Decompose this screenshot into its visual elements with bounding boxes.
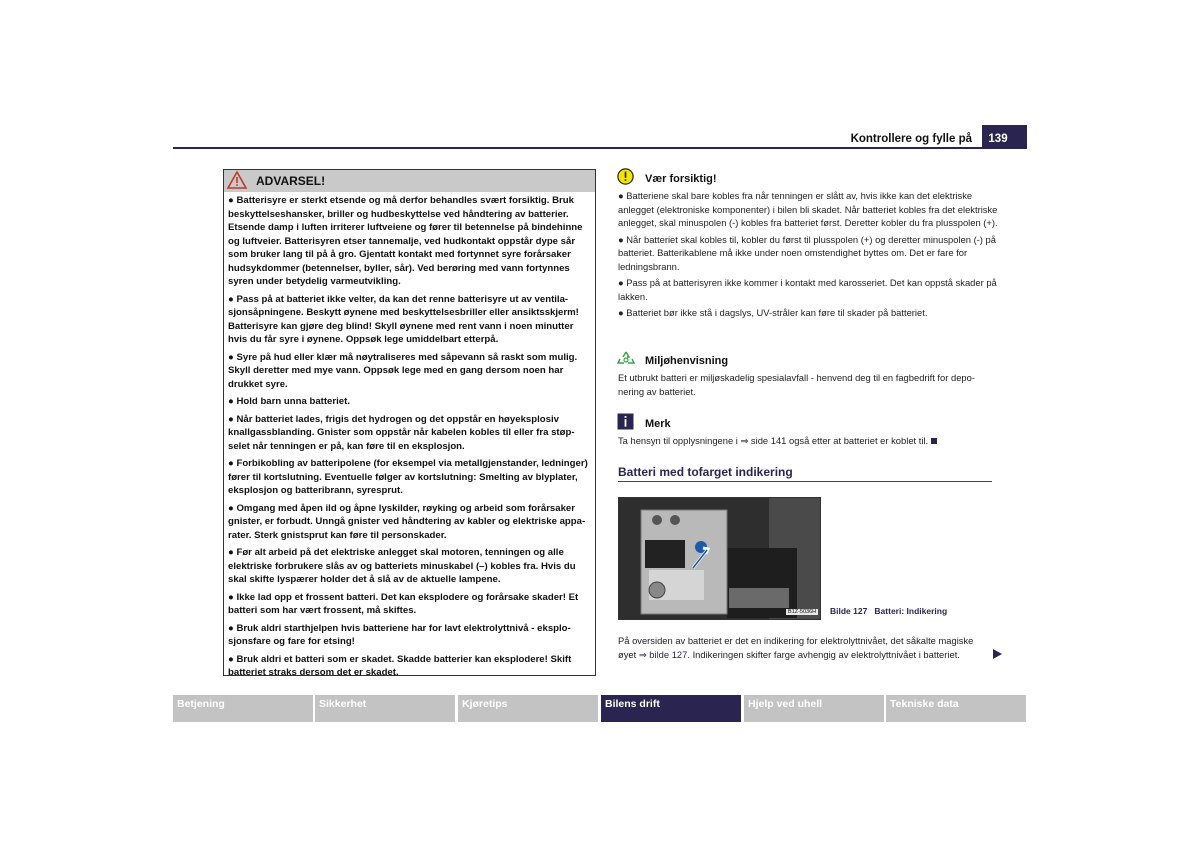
continue-arrow-icon xyxy=(993,649,1002,659)
warning-body xyxy=(228,194,593,684)
page-number: 139 xyxy=(988,133,1008,145)
environment-title: Miljøhenvisning xyxy=(645,355,729,367)
warning-item: ● Pass på at batteriet ikke velter, da kan det renne batterisyre ut av ventila-sjonsåpningene. Beskytt øynene med beskyttelsesbriller eller ansiktsskjerm! Batterisyre kan gjøre deg blind! Skyll øynene med rent vann i noen minutter hvis du får syre i øynene. Oppsøk lege umiddelbart etterpå. xyxy=(228,293,579,345)
environment-text: Et utbrukt batteri er miljøskadelig spesialavfall - henvend deg til en fagbedrift for depo-nering av batteriet. xyxy=(618,372,975,397)
warning-item: ● Ikke lad opp et frossent batteri. Det kan eksplodere og forårsake skader! Et batteri som har vært frossent, må skiftes. xyxy=(228,591,579,616)
warning-triangle-icon xyxy=(227,171,247,189)
tab-kjoretips[interactable]: Kjøretips xyxy=(458,695,598,722)
figure-number: Bilde 127 xyxy=(830,606,868,616)
warning-item: ● Bruk aldri starthjelpen hvis batteriene har for lavt elektrolyttnivå - eksplo-sjonsfare og fare for etsing! xyxy=(228,622,571,647)
bottom-text-end: . Indikeringen skifter farge avhengig av elektrolyttnivået i batteriet. xyxy=(687,648,960,660)
figure-code: B1Z-5036H xyxy=(788,609,817,615)
caution-item: ● Når batteriet skal kobles til, kobler du først til plusspolen (+) og deretter minuspolen (-) på batteriet. Batterikablene må ikke under noen omstendighet byttes om. Det er fare for ledningsbrann. xyxy=(618,233,996,272)
caution-item: ● Batteriet bør ikke stå i dagslys, UV-stråler kan føre til skader på batteriet. xyxy=(618,307,928,318)
caution-icon xyxy=(617,168,634,185)
caution-item: ● Pass på at batterisyren ikke kommer i kontakt med karosseriet. Det kan oppstå skader på lakken. xyxy=(618,277,997,302)
end-mark-icon xyxy=(931,438,937,444)
battery-illustration xyxy=(619,498,821,620)
info-icon xyxy=(617,413,634,430)
warning-item: ● Batterisyre er sterkt etsende og må derfor behandles svært forsiktig. Bruk beskyttelseshansker, briller og hudbeskyttelse ved håndtering av batterier. Etsende damp i luften irriterer luftveiene og fører til betennelse på bindehinne og luftveier. Batterisyren etser tannemalje, ved hudkontakt oppstår dype sår som bruker lang til på å gro. Gjentatt kontakt med fortynnet syre forårsaker hudsykdommer (betennelser, byller, sår). Ved berøring med vann fortynnes syren under betydelig varmeutvikling. xyxy=(228,195,583,287)
tab-betjening[interactable]: Betjening xyxy=(173,695,313,722)
note-title: Merk xyxy=(645,418,671,430)
battery-figure xyxy=(618,497,821,620)
warning-item: ● Syre på hud eller klær må nøytraliseres med såpevann så raskt som mulig. Skyll deretter med mye vann. Oppsøk lege med en gang dersom noen har drukket syre. xyxy=(228,351,578,390)
figure-link[interactable]: ⇒ bilde 127 xyxy=(638,648,688,660)
warning-title: ADVARSEL! xyxy=(256,174,326,188)
tab-sikkerhet[interactable]: Sikkerhet xyxy=(315,695,455,722)
section-heading-rule xyxy=(618,481,992,482)
bottom-text: På oversiden av batteriet er det en indikering for elektrolyttnivået, det såkalte magiske øyet xyxy=(618,635,974,660)
caution-title: Vær forsiktig! xyxy=(645,173,717,185)
header-rule xyxy=(173,147,1027,149)
warning-item: ● Forbikobling av batteripolene (for eksempel via metallgjenstander, ledninger) fører til kortslutning. Eventuelle følger av kortslutning: Smelting av blyplater, eksplosjon og batteribrann, syresprut. xyxy=(228,458,588,496)
figure-caption-text: Batteri: Indikering xyxy=(874,606,948,616)
tab-bilens-drift[interactable]: Bilens drift xyxy=(601,695,741,722)
warning-item: ● Omgang med åpen ild og åpne lyskilder, røyking og arbeid som forårsaker gnister, er forbudt. Unngå gnister ved håndtering av kabler og elektriske appa-rater. Sterk gnistsprut kan føre til personskader. xyxy=(228,502,586,541)
bottom-paragraph xyxy=(618,634,994,661)
caution-item: ● Batteriene skal bare kobles fra når tenningen er slått av, hvis ikke kan det elektriske anlegget (elektroniske komponenter) i bilen bli skadet. Når batteriet kobles fra det elektriske anlegget, skal minuspolen (-) kobles fra batteriet først. Deretter kobler du fra plusspolen (+). xyxy=(618,190,998,228)
warning-item: ● Hold barn unna batteriet. xyxy=(228,396,350,407)
figure-caption xyxy=(830,606,947,616)
warning-item: ● Før alt arbeid på det elektriske anlegget skal motoren, tenningen og alle elektriske forbrukere slås av og batteriets minuskabel (–) kobles fra. Hvis du skal skifte lyspærer holder det å slå av de aktuelle lampene. xyxy=(228,547,576,585)
note-text xyxy=(618,434,996,448)
tab-tekniske-data[interactable]: Tekniske data xyxy=(886,695,1026,722)
page-title: Kontrollere og fylle på xyxy=(850,133,972,145)
note-text-content: Ta hensyn til opplysningene i ⇒ side 141 også etter at batteriet er koblet til. xyxy=(618,435,929,446)
caution-body xyxy=(618,189,998,323)
section-heading: Batteri med tofarget indikering xyxy=(618,465,793,479)
tab-hjelp-ved-uhell[interactable]: Hjelp ved uhell xyxy=(744,695,884,722)
warning-item: ● Bruk aldri et batteri som er skadet. Skadde batterier kan eksplodere! Skift batteriet straks dersom det er skadet. xyxy=(228,653,572,678)
recycling-icon xyxy=(617,350,635,366)
warning-item: ● Når batteriet lades, frigis det hydrogen og det oppstår en høyeksplosiv knallgassblanding. Gnister som oppstår når kabelen kobles til eller fra støp-selet når tenningen er på, kan føre til en eksplosjon. xyxy=(228,413,575,452)
